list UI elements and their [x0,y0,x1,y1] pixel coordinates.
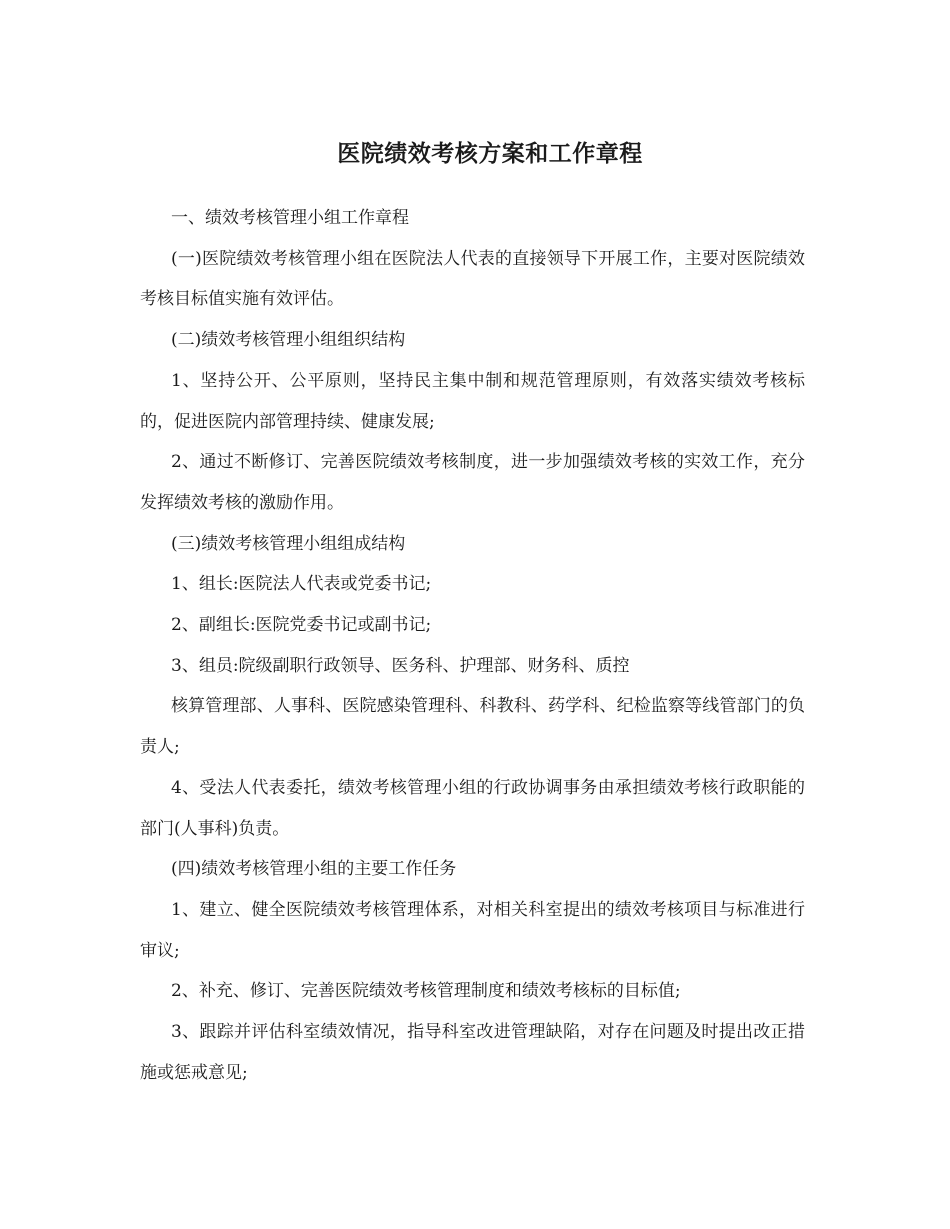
paragraph-1-1: (一)医院绩效考核管理小组在医院法人代表的直接领导下开展工作，主要对医院绩效考核目标值实施有效评估。 [140,248,805,310]
list-item-task-2: 2、补充、修订、完善医院绩效考核管理制度和绩效考核标的目标值; [171,981,681,1002]
list-item-delegation: 4、受法人代表委托，绩效考核管理小组的行政协调事务由承担绩效考核行政职能的部门(人事科)负责。 [140,777,805,839]
document-body [140,198,805,1093]
list-item-members: 3、组员:院级副职行政领导、医务科、护理部、财务科、质控 [171,655,630,676]
list-item-task-3: 3、跟踪并评估科室绩效情况，指导科室改进管理缺陷，对存在问题及时提出改正措施或惩戒意见; [140,1022,805,1083]
list-item-deputy-leader: 2、副组长:医院党委书记或副书记; [171,615,432,636]
subsection-heading-3: (三)绩效考核管理小组组成结构 [171,533,406,554]
list-item-task-1: 1、建立、健全医院绩效考核管理体系，对相关科室提出的绩效考核项目与标准进行审议; [140,899,805,961]
list-item-principle-2: 2、通过不断修订、完善医院绩效考核制度，进一步加强绩效考核的实效工作，充分发挥绩效考核的激励作用。 [140,452,805,513]
subsection-heading-4: (四)绩效考核管理小组的主要工作任务 [171,859,457,880]
list-item-leader: 1、组长:医院法人代表或党委书记; [171,574,432,595]
section-heading-1: 一、绩效考核管理小组工作章程 [171,208,409,228]
document-title: 医院绩效考核方案和工作章程 [337,140,643,167]
subsection-heading-2: (二)绩效考核管理小组组织结构 [171,330,406,351]
list-item-members-continued: 核算管理部、人事科、医院感染管理科、科教科、药学科、纪检监察等线管部门的负责人; [140,696,805,758]
list-item-principle-1: 1、坚持公开、公平原则，坚持民主集中制和规范管理原则，有效落实绩效考核标的，促进医院内部管理持续、健康发展; [140,370,805,432]
